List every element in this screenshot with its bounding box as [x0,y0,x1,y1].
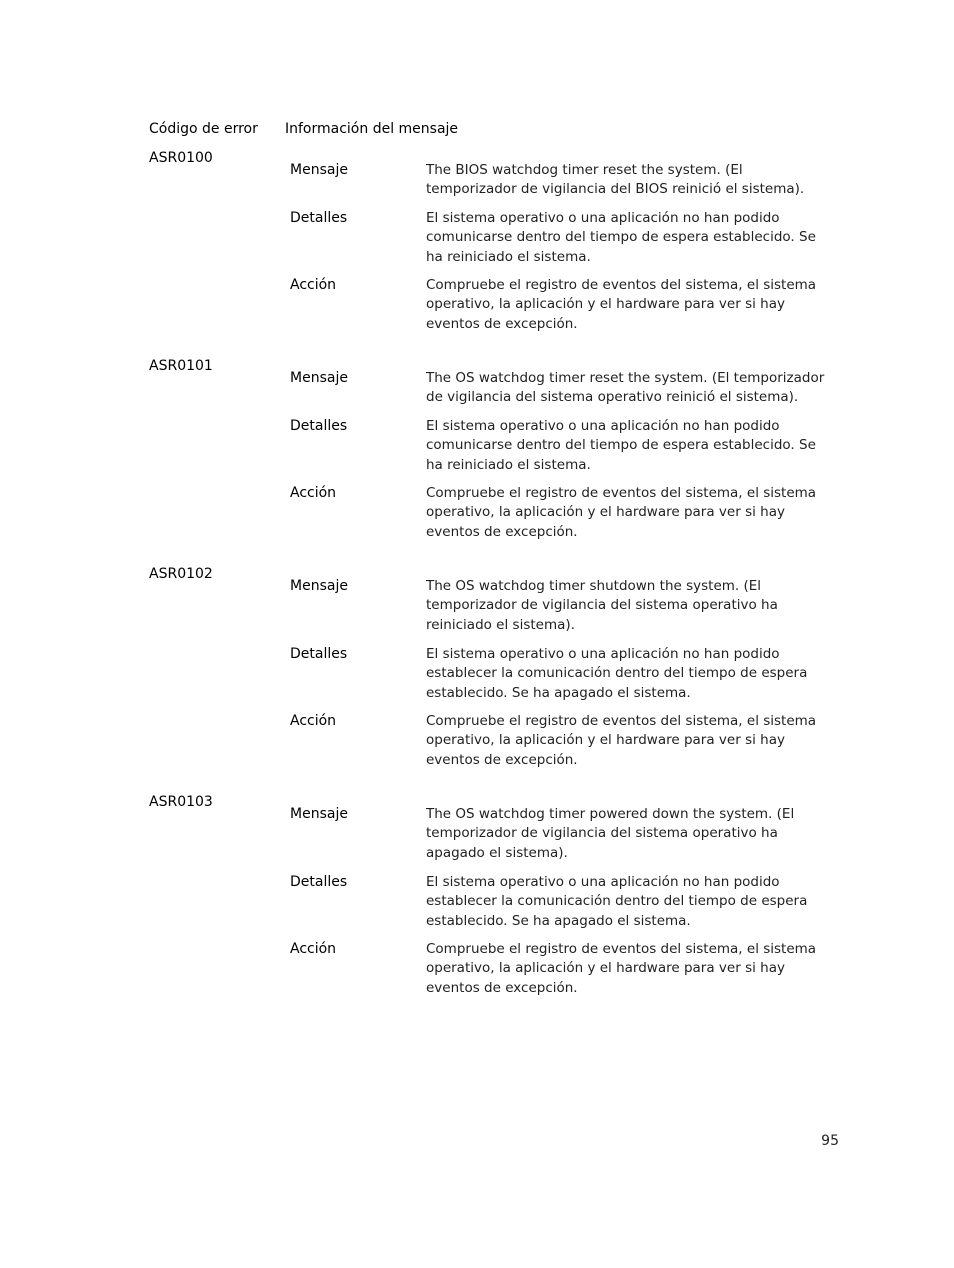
message-text: The OS watchdog timer shutdown the system. (El temporizador de vigilancia del sistema operativo ha reiniciado el sistema). [426,578,778,633]
message-label: Mensaje [290,162,348,178]
action-text: Compruebe el registro de eventos del sistema, el sistema operativo, la aplicación y el hardware para ver si hay eventos de excepción. [426,713,817,768]
details-text: El sistema operativo o una aplicación no han podido comunicarse dentro del tiempo de espera establecido. Se ha reiniciado el sistema. [426,210,816,265]
action-text: Compruebe el registro de eventos del sistema, el sistema operativo, la aplicación y el hardware para ver si hay eventos de excepción. [426,485,817,540]
details-label: Detalles [290,646,348,662]
details-text: El sistema operativo o una aplicación no han podido establecer la comunicación dentro del tiempo de espera establecido. Se ha apagado el sistema. [426,874,808,929]
details-label: Detalles [290,210,348,226]
message-text: The OS watchdog timer reset the system. (El temporizador de vigilancia del sistema operativo reinició el sistema). [426,370,825,406]
error-code: ASR0103 [149,794,213,810]
action-label: Acción [290,713,337,729]
page-number: 95 [821,1133,839,1149]
message-text: The OS watchdog timer powered down the system. (El temporizador de vigilancia del sistema operativo ha apagado el sistema). [426,806,795,861]
error-code: ASR0102 [149,566,213,582]
column-header-error-code: Código de error [149,121,258,137]
details-text: El sistema operativo o una aplicación no han podido establecer la comunicación dentro del tiempo de espera establecido. Se ha apagado el sistema. [426,646,808,701]
message-label: Mensaje [290,370,348,386]
action-text: Compruebe el registro de eventos del sistema, el sistema operativo, la aplicación y el hardware para ver si hay eventos de excepción. [426,277,817,332]
action-label: Acción [290,941,337,957]
details-text: El sistema operativo o una aplicación no han podido comunicarse dentro del tiempo de espera establecido. Se ha reiniciado el sistema. [426,418,816,473]
message-label: Mensaje [290,806,348,822]
column-header-message-info: Información del mensaje [285,121,459,137]
message-label: Mensaje [290,578,348,594]
message-text: The BIOS watchdog timer reset the system. (El temporizador de vigilancia del BIOS reinició el sistema). [426,162,805,198]
error-code: ASR0101 [149,358,213,374]
details-label: Detalles [290,874,348,890]
error-code: ASR0100 [149,150,213,166]
action-label: Acción [290,485,337,501]
action-label: Acción [290,277,337,293]
action-text: Compruebe el registro de eventos del sistema, el sistema operativo, la aplicación y el hardware para ver si hay eventos de excepción. [426,941,817,996]
details-label: Detalles [290,418,348,434]
